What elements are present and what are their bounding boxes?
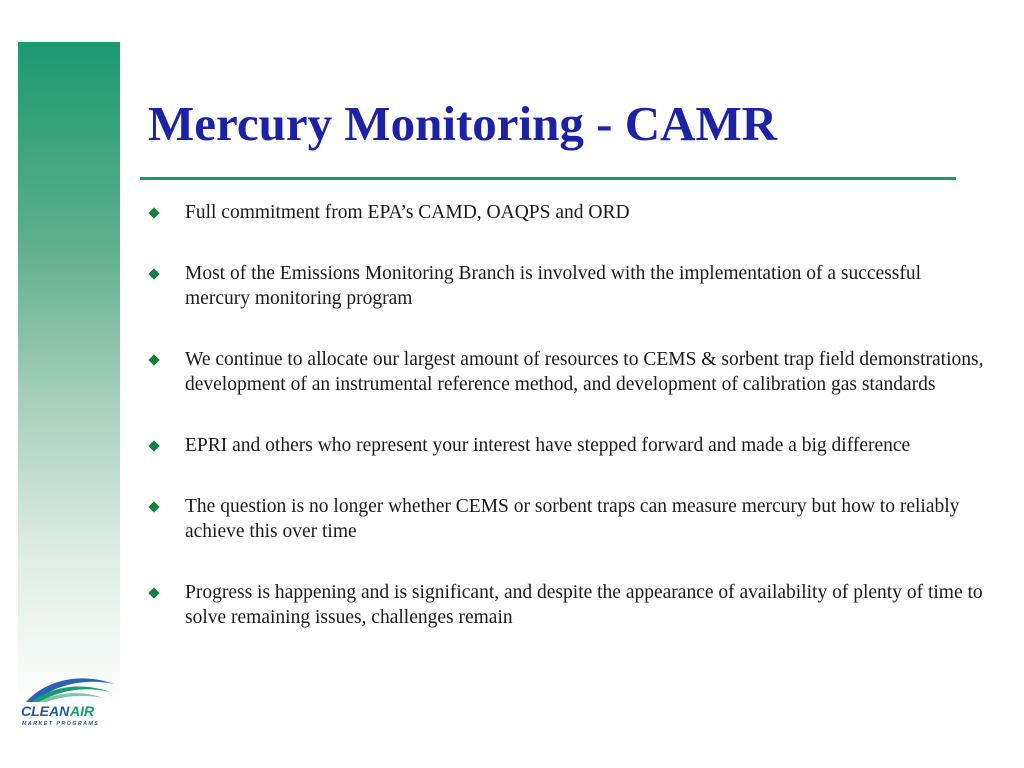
bullet-text: Most of the Emissions Monitoring Branch is involved with the implementation of a successful mercury monitoring program [185,263,922,309]
bullet-text: Full commitment from EPA’s CAMD, OAQPS and ORD [185,202,630,223]
bullet-text: EPRI and others who represent your interest have stepped forward and made a big difference [185,435,911,456]
bullet-item [148,433,988,458]
diamond-bullet-icon [148,440,159,451]
bullet-text: Progress is happening and is significant, and despite the appearance of availability of plenty of time to solve remaining issues, challenges remain [185,582,983,628]
clean-air-logo [18,672,118,728]
bullet-item [148,494,988,544]
logo-air-text: AIR [70,703,95,719]
diamond-bullet-icon [148,501,159,512]
diamond-bullet-icon [148,207,159,218]
diamond-bullet-icon [148,587,159,598]
slide-title: Mercury Monitoring - CAMR [148,96,778,151]
title-underline [140,177,956,180]
diamond-bullet-icon [148,268,159,279]
bullet-list [148,200,988,666]
bullet-item [148,347,988,397]
side-gradient-bar [18,42,120,768]
bullet-text: The question is no longer whether CEMS or sorbent traps can measure mercury but how to reliably achieve this over time [185,496,960,542]
bullet-item [148,261,988,311]
bullet-item [148,200,988,225]
diamond-bullet-icon [148,354,159,365]
logo-clean-text: CLEAN [21,703,70,719]
bullet-item [148,580,988,630]
logo-tagline: MARKET PROGRAMS [22,721,100,727]
wave-swoosh-icon [26,678,114,702]
bullet-text: We continue to allocate our largest amount of resources to CEMS & sorbent trap field demonstrations, development of an instrumental reference method, and development of calibration gas standards [185,349,984,395]
